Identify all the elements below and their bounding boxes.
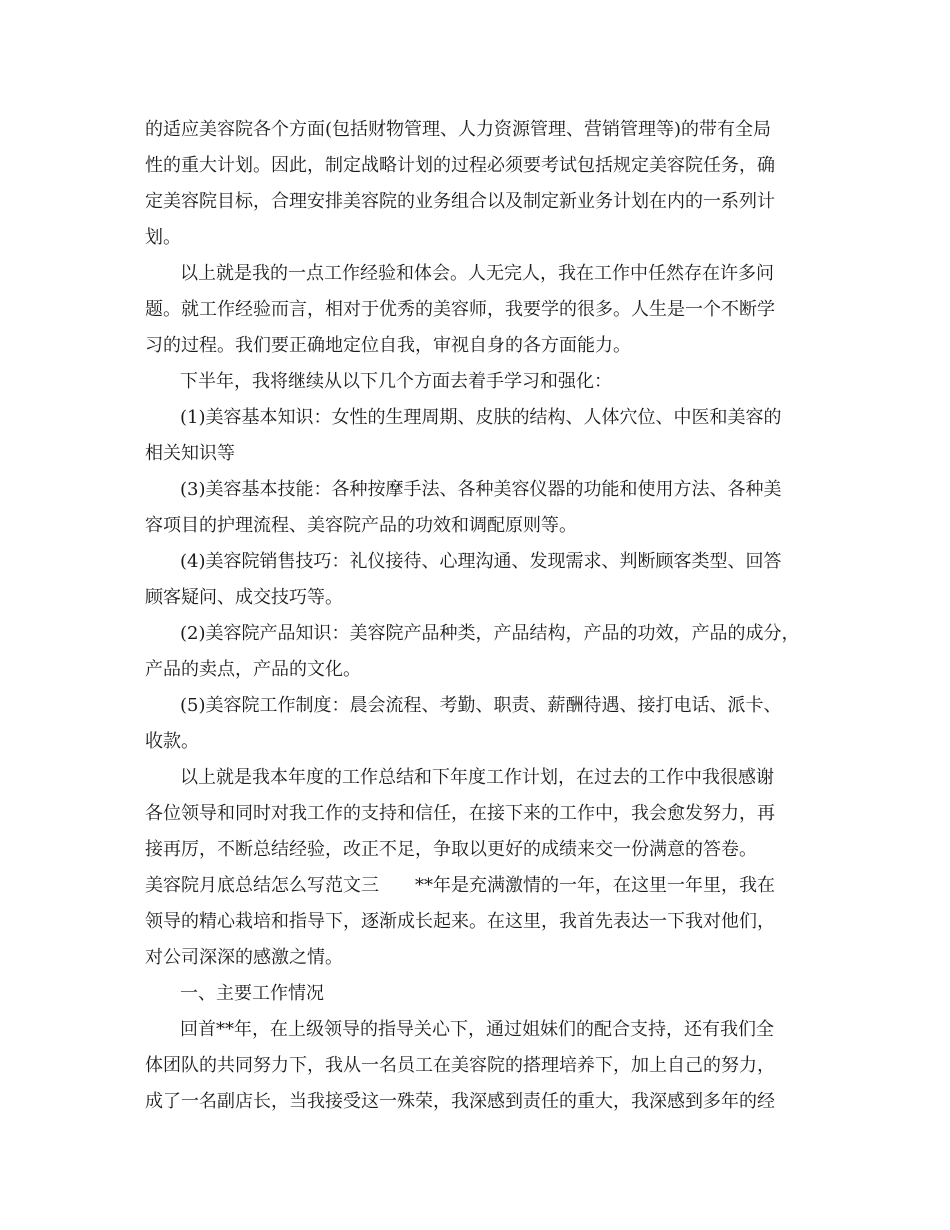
text-line: 的适应美容院各个方面(包括财物管理、人力资源管理、营销管理等)的带有全局 — [145, 119, 772, 140]
text-line: (1)美容基本知识：女性的生理周期、皮肤的结构、人体穴位、中医和美容的 — [180, 407, 782, 428]
text-line: 划。 — [145, 227, 181, 248]
text-line: 体团队的共同努力下，我从一名员工在美容院的搭理培养下，加上自己的努力， — [145, 1055, 775, 1076]
text-line: 收款。 — [145, 731, 199, 752]
section-heading-line: 美容院月底总结怎么写范文三 **年是充满激情的一年，在这里一年里，我在 — [145, 875, 775, 896]
text-line: 习的过程。我们要正确地定位自我，审视自身的各方面能力。 — [145, 335, 631, 356]
text-line: 成了一名副店长，当我接受这一殊荣，我深感到责任的重大，我深感到多年的经 — [145, 1091, 775, 1112]
text-line: 下半年，我将继续从以下几个方面去着手学习和强化： — [180, 371, 612, 392]
text-line: (2)美容院产品知识：美容院产品种类，产品结构，产品的功效，产品的成分， — [180, 623, 800, 644]
text-line: (4)美容院销售技巧：礼仪接待、心理沟通、发现需求、判断顾客类型、回答 — [180, 551, 782, 572]
text-line: (5)美容院工作制度：晨会流程、考勤、职责、薪酬待遇、接打电话、派卡、 — [180, 695, 782, 716]
text-line: 容项目的护理流程、美容院产品的功效和调配原则等。 — [145, 515, 577, 536]
text-line: 以上就是我的一点工作经验和体会。人无完人，我在工作中任然存在许多问 — [180, 263, 774, 284]
text-line: 领导的精心栽培和指导下，逐渐成长起来。在这里，我首先表达一下我对他们， — [145, 911, 775, 932]
text-line: 对公司深深的感激之情。 — [145, 947, 343, 968]
text-line: 定美容院目标，合理安排美容院的业务组合以及制定新业务计划在内的一系列计 — [145, 191, 775, 212]
text-line: (3)美容基本技能：各种按摩手法、各种美容仪器的功能和使用方法、各种美 — [180, 479, 782, 500]
text-line: 题。就工作经验而言，相对于优秀的美容师，我要学的很多。人生是一个不断学 — [145, 299, 775, 320]
text-line: 以上就是我本年度的工作总结和下年度工作计划，在过去的工作中我很感谢 — [180, 767, 774, 788]
text-line: 接再厉，不断总结经验，改正不足，争取以更好的成绩来交一份满意的答卷。 — [145, 839, 757, 860]
text-line: 顾客疑问、成交技巧等。 — [145, 587, 343, 608]
text-line: 各位领导和同时对我工作的支持和信任，在接下来的工作中，我会愈发努力，再 — [145, 803, 775, 824]
text-line: 性的重大计划。因此，制定战略计划的过程必须要考试包括规定美容院任务，确 — [145, 155, 775, 176]
text-line: 产品的卖点，产品的文化。 — [145, 659, 361, 680]
subheading: 一、主要工作情况 — [180, 983, 324, 1004]
text-line: 回首**年，在上级领导的指导关心下，通过姐妹们的配合支持，还有我们全 — [180, 1019, 774, 1040]
text-line: 相关知识等 — [145, 443, 235, 464]
